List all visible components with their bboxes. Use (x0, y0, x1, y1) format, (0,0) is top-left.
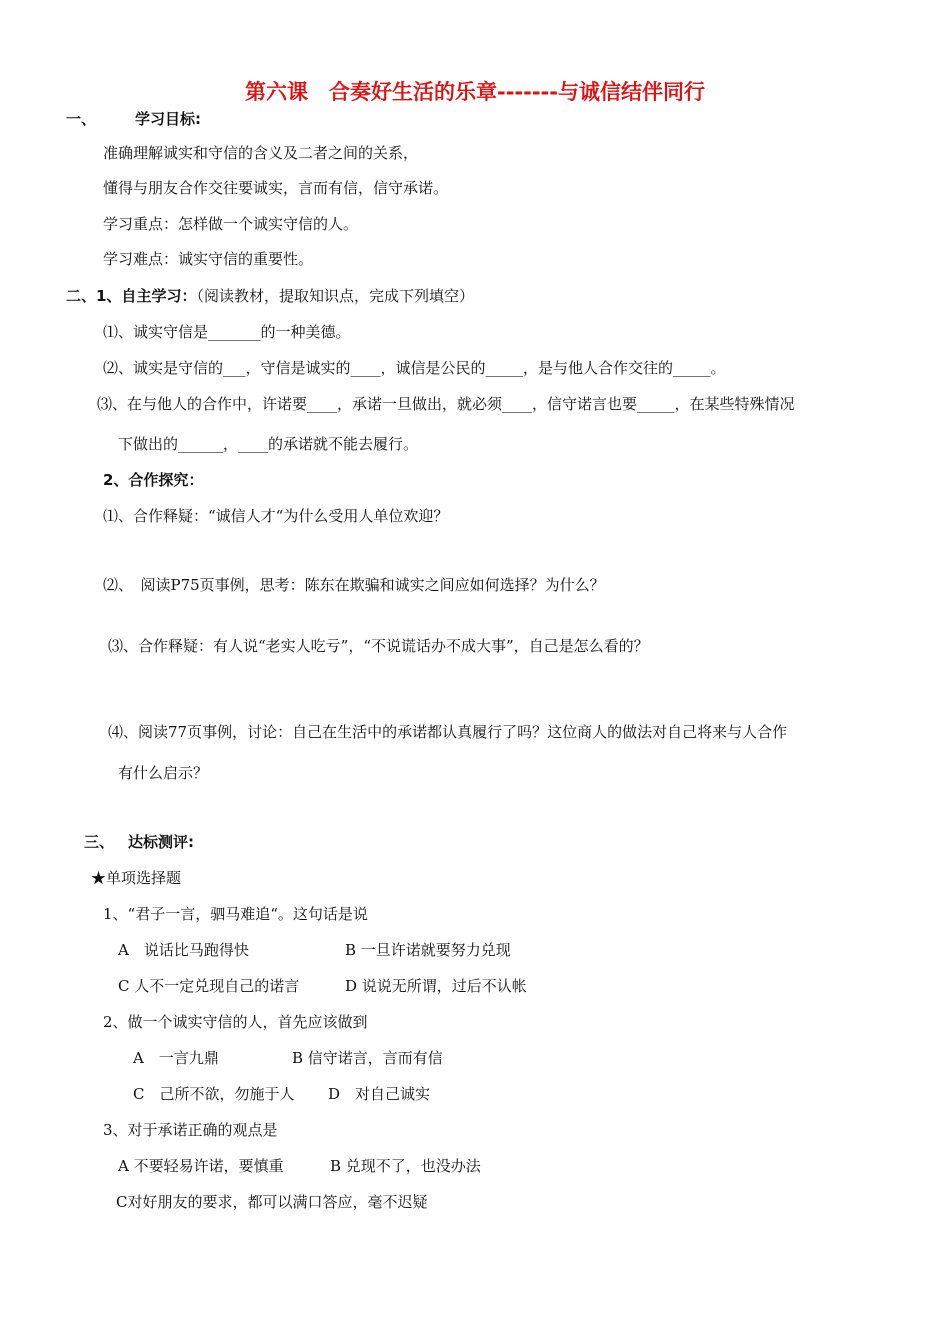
coop-item-1: ⑴、合作释疑：“诚信人才“为什么受用人单位欢迎？ (103, 507, 449, 525)
q2-option-c: C 己所不欲，勿施于人 (133, 1085, 295, 1103)
objective-line-1: 准确理解诚实和守信的含义及二者之间的关系， (103, 144, 419, 162)
objective-line-2: 懂得与朋友合作交往要诚实，言而有信，信守承诺。 (103, 179, 449, 197)
section2-heading (66, 286, 474, 306)
q1-option-d: D 说说无所谓，过后不认帐 (345, 977, 527, 995)
question-1: 1、“君子一言，驷马难追“。这句话是说 (103, 905, 368, 923)
section3-number: 三、 (84, 833, 115, 851)
q3-option-b: B 兑现不了，也没办法 (330, 1157, 481, 1175)
coop-item-4-cont: 有什么启示？ (118, 764, 209, 782)
fill-item-3: ⑶、在与他人的合作中，许诺要____，承诺一旦做出，就必须____，信守诺言也要_____，在某些特殊情况 (97, 395, 795, 413)
q2-option-b: B 信守诺言，言而有信 (292, 1049, 443, 1067)
q3-option-c: C对好朋友的要求，都可以满口答应，毫不迟疑 (116, 1193, 428, 1211)
q1-option-b: B 一旦许诺就要努力兑现 (345, 941, 511, 959)
page-title: 第六课 合奏好生活的乐章-------与诚信结伴同行 (244, 80, 705, 104)
section2-heading-note: （阅读教材，提取知识点，完成下列填空） (196, 287, 474, 305)
coop-heading: 2、合作探究： (103, 471, 204, 489)
fill-item-2: ⑵、诚实是守信的___，守信是诚实的____，诚信是公民的_____，是与他人合作交往的_____。 (103, 359, 726, 377)
question-2: 2、做一个诚实守信的人，首先应该做到 (103, 1013, 368, 1031)
q1-option-a: A 说话比马跑得快 (118, 941, 249, 959)
single-choice-heading: ★单项选择题 (91, 869, 182, 887)
difficulty-line: 学习难点：诚实守信的重要性。 (103, 250, 314, 268)
coop-item-2: ⑵、 阅读P75页事例，思考：陈东在欺骗和诚实之间应如何选择？为什么？ (103, 576, 605, 594)
coop-item-3: ⑶、合作释疑：有人说“老实人吃亏”，“不说谎话办不成大事”，自己是怎么看的？ (108, 637, 649, 655)
key-point-line: 学习重点：怎样做一个诚实守信的人。 (103, 215, 359, 233)
section2-heading-bold: 二、1、自主学习： (66, 287, 197, 305)
section1-heading: 学习目标: (135, 110, 201, 128)
question-3: 3、对于承诺正确的观点是 (103, 1121, 278, 1139)
fill-item-1: ⑴、诚实守信是_______的一种美德。 (103, 323, 351, 341)
section1-number: 一、 (66, 110, 97, 128)
section3-heading: 达标测评: (128, 833, 194, 851)
q2-option-a: A 一言九鼎 (133, 1049, 219, 1067)
fill-item-3-cont: 下做出的______，____的承诺就不能去履行。 (118, 435, 419, 453)
coop-item-4: ⑷、阅读77页事例，讨论：自己在生活中的承诺都认真履行了吗？这位商人的做法对自己将来与人合作 (108, 723, 788, 741)
q3-option-a: A 不要轻易许诺，要慎重 (118, 1157, 284, 1175)
q1-option-c: C 人不一定兑现自己的诺言 (118, 977, 300, 995)
q2-option-d: D 对自己诚实 (328, 1085, 431, 1103)
